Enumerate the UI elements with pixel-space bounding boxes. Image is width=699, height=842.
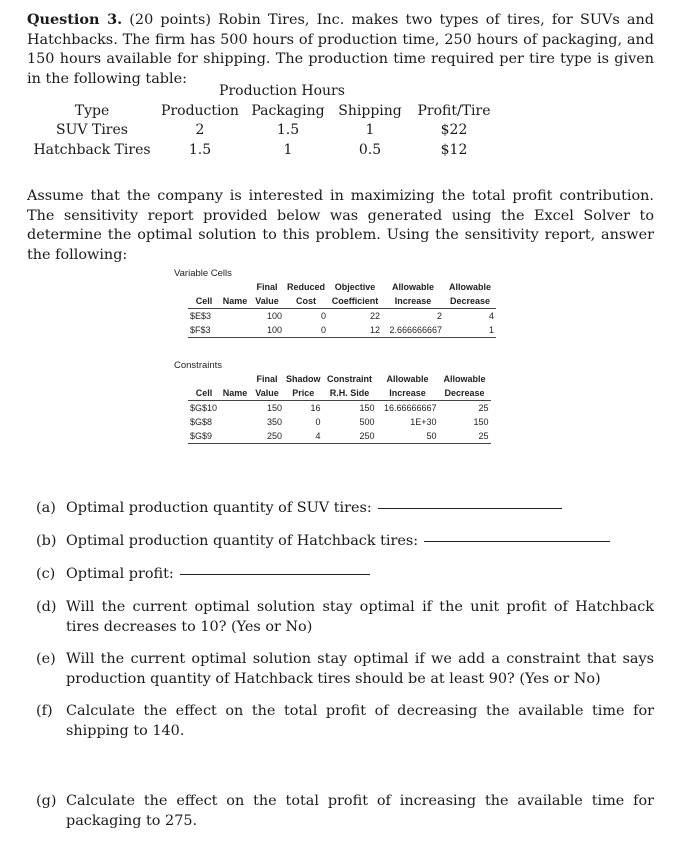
header-cell: Decrease	[439, 386, 491, 401]
cell	[220, 429, 250, 444]
header-cell: Constraint	[327, 374, 373, 384]
question-header: Question 3.	[27, 11, 123, 28]
production-table	[30, 82, 498, 160]
question-text: Optimal profit:	[66, 566, 174, 582]
cell: $G$10	[190, 403, 218, 413]
cell: 350	[266, 417, 282, 427]
cell: $E$3	[190, 311, 212, 321]
header-cell: Final	[256, 374, 278, 384]
cell: 250	[323, 429, 377, 444]
header-cell: Final	[256, 282, 278, 292]
constraints-table	[188, 372, 491, 444]
header-cell: Allowable	[448, 282, 491, 292]
variable-cells-section	[172, 268, 496, 338]
cell: 1	[365, 122, 375, 138]
header-cell: Increase	[382, 294, 444, 309]
question-label: (e)	[36, 651, 56, 667]
cell: 250	[250, 429, 284, 444]
cell: $G$8	[190, 417, 213, 427]
table-row	[188, 415, 491, 429]
header-cell: Value	[250, 386, 284, 401]
question-text: Optimal production quantity of SUV tires:	[66, 500, 372, 516]
cell: 22	[369, 311, 380, 321]
table-row	[30, 141, 498, 161]
cell: 0	[315, 417, 321, 427]
question-b	[36, 532, 654, 552]
header-cell	[188, 280, 220, 294]
cell: 50	[377, 429, 439, 444]
question-label: (f)	[36, 703, 53, 719]
header-cell: Shadow	[286, 374, 321, 384]
answer-blank[interactable]	[378, 507, 562, 509]
header-cell: Allowable	[443, 374, 486, 384]
question-intro	[27, 10, 654, 89]
table-header-row	[188, 280, 496, 294]
cell: 4	[488, 311, 494, 321]
variable-cells-table	[188, 280, 496, 338]
cell	[220, 415, 250, 429]
question-g	[36, 792, 654, 832]
answer-blank[interactable]	[424, 540, 610, 542]
table-header-row	[188, 386, 491, 401]
cell: Hatchback Tires	[33, 141, 151, 158]
question-text: Calculate the effect on the total profit of increasing the available time for packaging to 275.	[66, 793, 654, 829]
header-cell: R.H. Side	[323, 386, 377, 401]
table-row	[30, 121, 498, 141]
header-cell: Allowable	[391, 282, 434, 292]
header-cell: Reduced	[286, 282, 325, 292]
cell: 2.666666667	[382, 323, 444, 338]
table-row	[188, 429, 491, 444]
header-cell: Cell	[188, 386, 220, 401]
header-cell	[188, 372, 220, 386]
header-cell: Cost	[284, 294, 328, 309]
header-cell: Allowable	[386, 374, 429, 384]
header-cell: Increase	[377, 386, 439, 401]
question-c	[36, 565, 654, 585]
table-header-row	[188, 294, 496, 309]
question-label: (d)	[36, 599, 57, 615]
header-cell: Coefficient	[328, 294, 382, 309]
col-header-production: Production	[161, 102, 239, 119]
cell: 1.5	[188, 141, 212, 158]
question-label: (c)	[36, 566, 56, 582]
header-cell: Price	[284, 386, 323, 401]
question-d	[36, 598, 654, 638]
cell: 500	[359, 417, 375, 427]
cell: 0	[284, 323, 328, 338]
header-cell: Name	[220, 386, 250, 401]
answer-blank[interactable]	[180, 573, 370, 575]
cell: 0.5	[358, 141, 382, 158]
question-label: (b)	[36, 533, 57, 549]
header-cell	[220, 280, 250, 294]
variable-cells-title: Variable Cells	[174, 268, 232, 279]
cell: 100	[266, 311, 282, 321]
cell: 1E+30	[410, 417, 437, 427]
production-hours-header: Production Hours	[219, 83, 345, 99]
header-cell	[220, 372, 250, 386]
question-label: (a)	[36, 500, 56, 516]
cell: 1	[444, 323, 496, 338]
cell: 25	[439, 429, 491, 444]
cell: $G$9	[188, 429, 220, 444]
question-a	[36, 499, 654, 519]
question-text: Will the current optimal solution stay optimal if we add a constraint that says production quantity of Hatchback tires should be at least 90? (Yes or No)	[66, 651, 654, 687]
cell: $22	[440, 122, 468, 138]
cell	[220, 309, 250, 324]
cell: 4	[284, 429, 323, 444]
question-text: Optimal production quantity of Hatchback tires:	[66, 533, 419, 549]
col-header-shipping: Shipping	[338, 102, 402, 119]
question-label: (g)	[36, 793, 57, 809]
cell: 16.66666667	[383, 403, 437, 413]
cell: 150	[473, 417, 489, 427]
cell	[220, 401, 250, 416]
cell: 2	[436, 311, 442, 321]
cell: 2	[195, 122, 205, 138]
cell: $F$3	[188, 323, 220, 338]
cell: 150	[266, 403, 282, 413]
cell: 1.5	[276, 122, 300, 138]
header-cell: Name	[220, 294, 250, 309]
header-cell: Value	[250, 294, 284, 309]
production-table-header-row	[30, 102, 498, 122]
table-header-row	[188, 372, 491, 386]
col-header-type: Type	[74, 102, 110, 119]
table-row	[188, 309, 496, 324]
header-cell: Decrease	[444, 294, 496, 309]
cell: 12	[328, 323, 382, 338]
question-text: Will the current optimal solution stay optimal if the unit profit of Hatchback tires decreases to 10? (Yes or No)	[66, 599, 654, 635]
cell: 25	[478, 403, 489, 413]
header-cell: Cell	[188, 294, 220, 309]
question-f	[36, 702, 654, 742]
col-header-profit: Profit/Tire	[417, 102, 491, 119]
question-text: Calculate the effect on the total profit of decreasing the available time for shipping to 140.	[66, 703, 654, 739]
cell: SUV Tires	[56, 122, 128, 138]
table-row	[188, 401, 491, 416]
cell: 150	[359, 403, 375, 413]
constraints-section	[172, 360, 491, 444]
header-cell: Objective	[334, 282, 376, 292]
cell: 100	[250, 323, 284, 338]
col-header-packaging: Packaging	[251, 102, 325, 119]
cell	[220, 323, 250, 338]
question-e	[36, 650, 654, 690]
question-intro-text: (20 points) Robin Tires, Inc. makes two types of tires, for SUVs and Hatchbacks. The firm has 500 hours of production time, 250 hours of packaging, and 150 hours available for shipping. The production time required per tire type is given in the following table:	[27, 12, 654, 87]
cell: 16	[310, 403, 321, 413]
cell: 1	[283, 141, 293, 158]
table-row	[188, 323, 496, 338]
cell: 0	[320, 311, 326, 321]
constraints-title: Constraints	[174, 360, 223, 371]
cell: $12	[440, 141, 468, 158]
assumption-paragraph: Assume that the company is interested in maximizing the total profit contribution. The sensitivity report provided below was generated using the Excel Solver to determine the optimal solution to this problem. Using the sensitivity report, answer the following:	[27, 188, 654, 263]
